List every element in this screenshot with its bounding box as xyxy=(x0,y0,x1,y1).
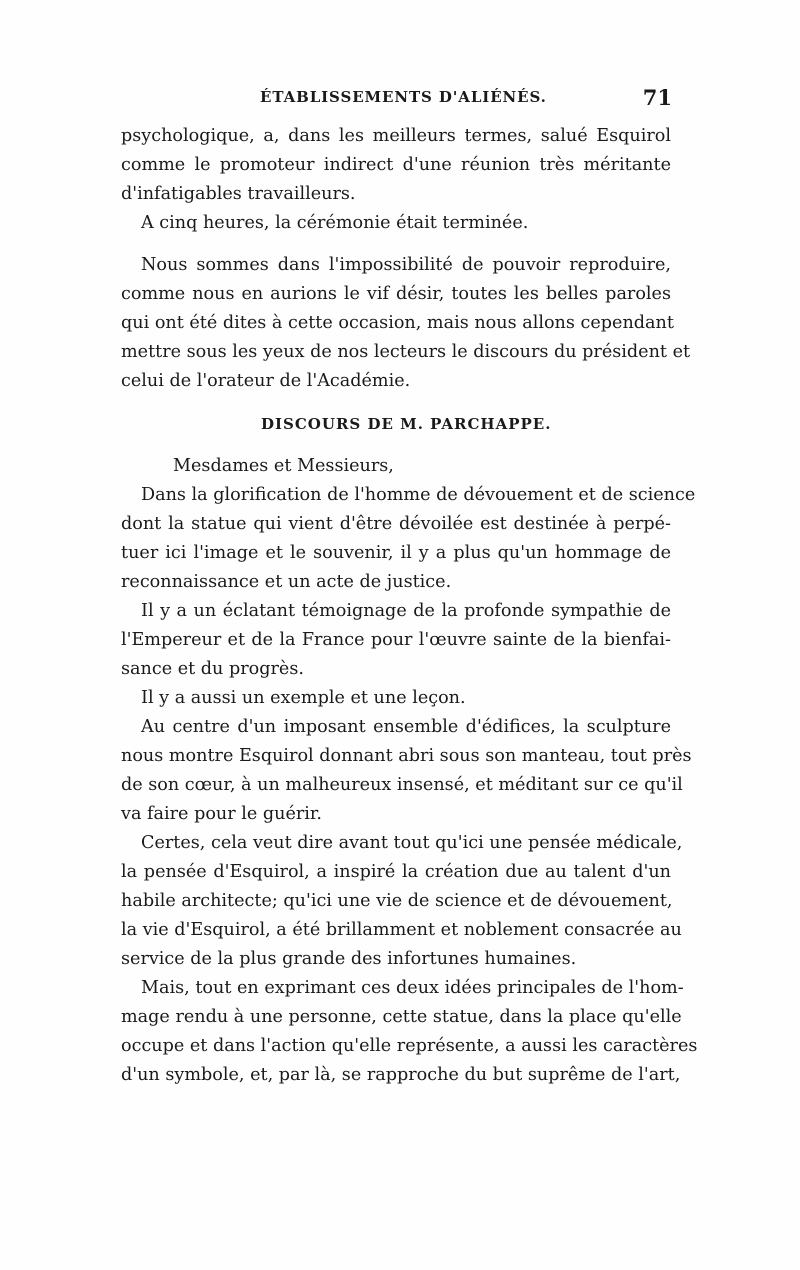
text-line: reconnaissance et un acte de justice. xyxy=(121,572,452,592)
page-number: 71 xyxy=(642,85,672,110)
running-title: ÉTABLISSEMENTS D'ALIÉNÉS. xyxy=(260,88,547,106)
page-header xyxy=(120,85,680,118)
text-line: d'un symbole, et, par là, se rapproche du but suprême de l'art, xyxy=(121,1065,681,1085)
section-heading: DISCOURS DE M. PARCHAPPE. xyxy=(261,415,552,433)
body-text xyxy=(121,122,698,1090)
text-line: mettre sous les yeux de nos lecteurs le discours du président et xyxy=(121,342,691,362)
text-line: service de la plus grande des infortunes humaines. xyxy=(121,949,577,969)
paragraph-gap xyxy=(121,396,671,409)
paragraph-gap xyxy=(121,439,671,452)
text-line: Il y a aussi un exemple et une leçon. xyxy=(141,688,466,708)
text-line: qui ont été dites à cette occasion, mais nous allons cependant xyxy=(121,313,674,333)
salutation: Mesdames et Messieurs, xyxy=(173,456,394,476)
text-line: Au centre d'un imposant ensemble d'édifices, la sculpture xyxy=(141,717,671,737)
text-line: de son cœur, à un malheureux insensé, et méditant sur ce qu'il xyxy=(121,775,683,795)
text-line: l'Empereur et de la France pour l'œuvre sainte de la bienfai- xyxy=(121,630,671,650)
text-line: habile architecte; qu'ici une vie de science et de dévouement, xyxy=(121,891,673,911)
text-line: d'infatigables travailleurs. xyxy=(121,184,356,204)
text-line: mage rendu à une personne, cette statue, dans la place qu'elle xyxy=(121,1007,682,1027)
text-line: A cinq heures, la cérémonie était terminée. xyxy=(141,213,529,233)
text-line: tuer ici l'image et le souvenir, il y a plus qu'un hommage de xyxy=(121,543,671,563)
text-line: la vie d'Esquirol, a été brillamment et noblement consacrée au xyxy=(121,920,682,940)
text-line: Certes, cela veut dire avant tout qu'ici une pensée médicale, xyxy=(141,833,683,853)
text-line: la pensée d'Esquirol, a inspiré la création due au talent d'un xyxy=(121,862,671,882)
text-line: celui de l'orateur de l'Académie. xyxy=(121,371,411,391)
text-line: comme nous en aurions le vif désir, toutes les belles paroles xyxy=(121,284,671,304)
text-line: comme le promoteur indirect d'une réunion très méritante xyxy=(121,155,671,175)
text-line: dont la statue qui vient d'être dévoilée est destinée à perpé- xyxy=(121,514,671,534)
text-line: va faire pour le guérir. xyxy=(121,804,322,824)
text-line: Dans la glorification de l'homme de dévouement et de science xyxy=(141,485,696,505)
text-line: sance et du progrès. xyxy=(121,659,304,679)
text-line: occupe et dans l'action qu'elle représente, a aussi les caractères xyxy=(121,1036,698,1056)
text-line: Mais, tout en exprimant ces deux idées principales de l'hom- xyxy=(141,978,684,998)
paragraph-gap xyxy=(121,238,671,251)
text-line: Nous sommes dans l'impossibilité de pouvoir reproduire, xyxy=(141,255,671,275)
text-line: nous montre Esquirol donnant abri sous son manteau, tout près xyxy=(121,746,692,766)
text-line: Il y a un éclatant témoignage de la profonde sympathie de xyxy=(141,601,671,621)
text-line: psychologique, a, dans les meilleurs termes, salué Esquirol xyxy=(121,126,671,146)
